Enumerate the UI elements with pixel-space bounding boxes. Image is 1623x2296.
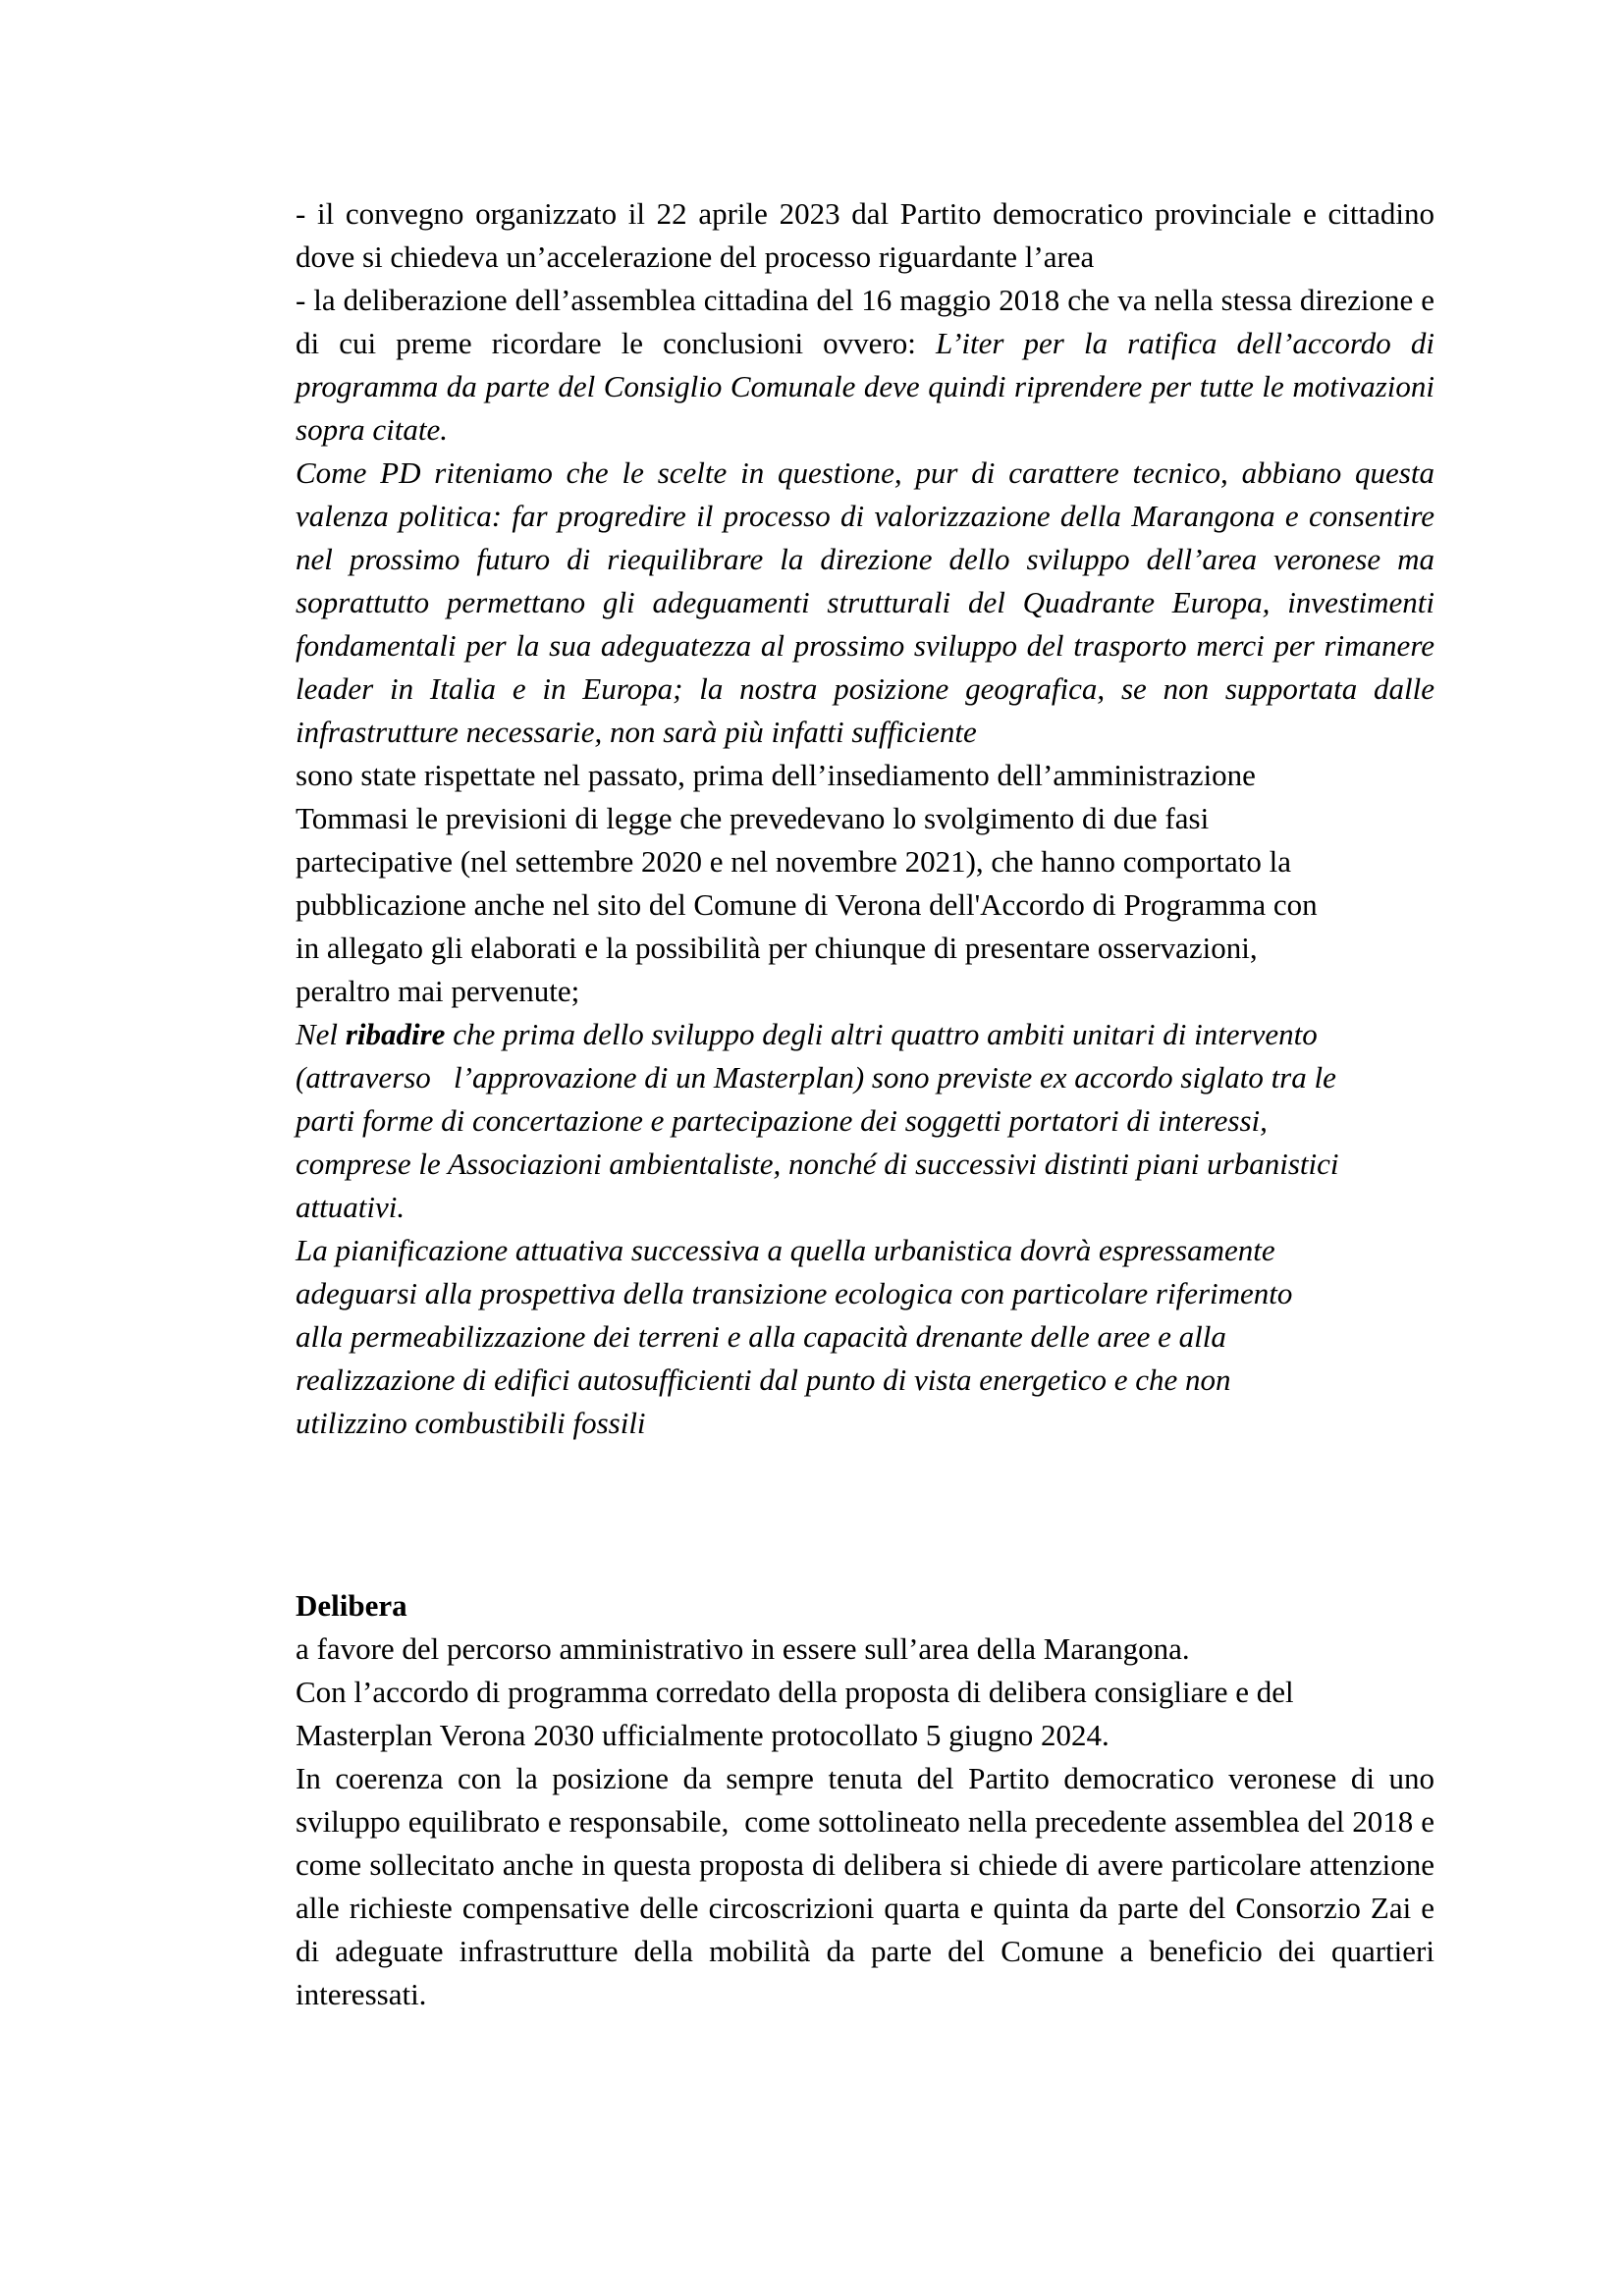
text-line: (attraverso l’approvazione di un Masterplan) sono previste ex accordo siglato tra le [296,1060,1336,1095]
spacer [296,1445,1434,1584]
text-nel: Nel [296,1017,346,1051]
text-rest: che prima dello sviluppo degli altri quattro ambiti unitari di intervento [445,1017,1318,1051]
delibera-heading: Delibera [296,1588,407,1623]
text-line: alla permeabilizzazione dei terreni e alla capacità drenante delle aree e alla [296,1319,1226,1354]
text-line: Tommasi le previsioni di legge che prevedevano lo svolgimento di due fasi [296,801,1210,835]
ribadire-emphasis: ribadire [345,1017,446,1051]
deliberazione-text: - la deliberazione dell’assemblea cittadina del 16 maggio 2018 che va nella stessa direzione e di cui preme ricordare le conclusioni ovvero: [296,283,1434,360]
paragraph-coerenza: In coerenza con la posizione da sempre tenuta del Partito democratico veronese di uno sviluppo equilibrato e responsabile, come sottolineato nella precedente assemblea del 2018 e come sollecitato anche in questa proposta di delibera si chiede di avere particolare attenzione alle richieste compensative delle circoscrizioni quarta e quinta da parte del Consorzio Zai e di adeguate infrastrutture della mobilità da parte del Comune a beneficio dei quartieri interessati. [296,1761,1442,2011]
text-line: utilizzino combustibili fossili [296,1406,646,1440]
text-line: partecipative (nel settembre 2020 e nel novembre 2021), che hanno comportato la [296,844,1292,879]
text-line: comprese le Associazioni ambientaliste, nonché di successivi distinti piani urbanistici [296,1147,1339,1181]
text-line: in allegato gli elaborati e la possibilità per chiunque di presentare osservazioni, [296,931,1258,965]
paragraph-come-pd: Come PD riteniamo che le scelte in questione, pur di carattere tecnico, abbiano questa valenza politica: far progredire il processo di valorizzazione della Marangona e consentire nel prossimo futuro di riequilibrare la direzione dello sviluppo dell’area veronese ma soprattutto permettano gli adeguamenti strutturali del Quadrante Europa, investimenti fondamentali per la sua adeguatezza al prossimo sviluppo del trasporto merci per rimanere leader in Italia e in Europa; la nostra posizione geografica, se non supportata dalle infrastrutture necessarie, non sarà più infatti sufficiente [296,455,1434,749]
text-line: realizzazione di edifici autosufficienti dal punto di vista energetico e che non [296,1362,1231,1397]
deliberazione-quote: L’iter per la ratifica dell’accordo di programma da parte del Consiglio Comunale deve quindi riprendere per tutte le motivazioni sopra citate. [296,326,1434,447]
text-line [296,1013,1434,1056]
text-line: Con l’accordo di programma corredato della proposta di delibera consigliare e del [296,1675,1294,1709]
paragraph-fasi-partecipative [296,754,1434,1013]
text-line: La pianificazione attuativa successiva a quella urbanistica dovrà espressamente [296,1233,1275,1267]
paragraph-delibera [296,1628,1434,1757]
text-line: pubblicazione anche nel sito del Comune di Verona dell'Accordo di Programma con [296,887,1318,922]
text-line: Masterplan Verona 2030 ufficialmente protocollato 5 giugno 2024. [296,1718,1109,1752]
text-line: adeguarsi alla prospettiva della transizione ecologica con particolare riferimento [296,1276,1293,1310]
paragraph-convegno: - il convegno organizzato il 22 aprile 2023 dal Partito democratico provinciale e cittadino dove si chiedeva un’accelerazione del processo riguardante l’area [296,196,1434,274]
text-line: a favore del percorso amministrativo in essere sull’area della Marangona. [296,1631,1190,1666]
paragraph-deliberazione [296,279,1434,452]
text-line: sono state rispettate nel passato, prima dell’insediamento dell’amministrazione [296,758,1256,792]
document-page [296,192,1442,2016]
text-line: peraltro mai pervenute; [296,974,580,1008]
paragraph-ribadire [296,1013,1434,1229]
text-line: parti forme di concertazione e partecipazione dei soggetti portatori di interessi, [296,1103,1268,1138]
text-line: attuativi. [296,1190,406,1224]
paragraph-pianificazione [296,1229,1434,1445]
